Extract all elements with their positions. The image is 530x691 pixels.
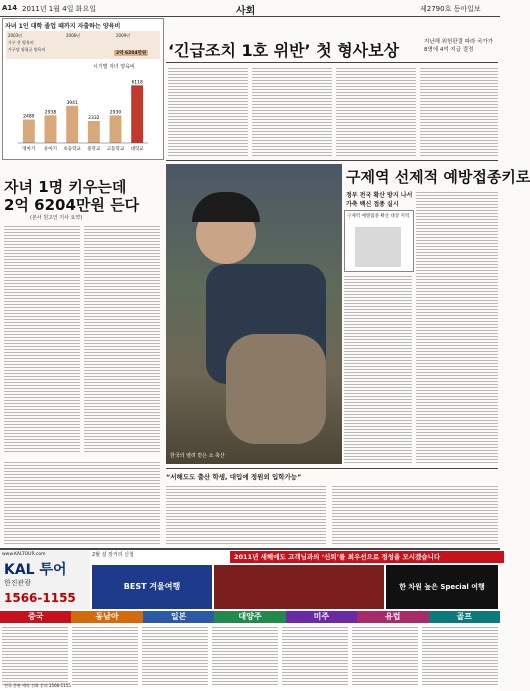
chart-category-label: 중학교: [87, 147, 101, 152]
table-row: 가구 총 양육비: [8, 40, 34, 45]
ad-tab[interactable]: 유럽: [357, 611, 428, 623]
article3-sub2: 가축 백신 접종 실시: [346, 201, 399, 208]
photo-ground: [226, 334, 326, 444]
inline-map: [355, 227, 401, 267]
article1-body-col4: [420, 66, 498, 156]
chart-bar: [45, 115, 57, 143]
article1-body-col1: [168, 66, 248, 156]
chart-data-label: 2489: [23, 114, 35, 120]
article3-headline: 구제역 선제적 예방접종키로: [346, 168, 530, 186]
chart-bar: [131, 85, 143, 143]
chart-table: [6, 31, 160, 59]
ad-tab-bar: [0, 611, 500, 623]
chart-category-label: 대학교: [130, 147, 144, 152]
article1-sub: 지난해 위헌판결 따라 국가가 8명에 4억 지급 결정: [424, 39, 494, 53]
paper-name: 제2790호 동아일보: [420, 5, 481, 13]
ad-listing: [2, 625, 68, 687]
ad-tab[interactable]: 동남아: [71, 611, 142, 623]
article1-headline: ‘긴급조치 1호 위반’ 첫 형사보상: [168, 41, 400, 60]
chart-bar: [66, 106, 78, 143]
article2-body-col2: [84, 224, 160, 454]
bottom-body-col1: [166, 484, 326, 544]
article2-sub: (본사 원고인 기사 요약): [30, 215, 83, 221]
chart-small-title: 시기별 자녀 양육비: [93, 64, 135, 70]
divider: [166, 62, 498, 63]
divider: [166, 160, 498, 161]
chart-category-label: 초등학교: [63, 147, 81, 152]
photo-hat: [192, 192, 260, 222]
article1-body-col3: [336, 66, 416, 156]
advertisement: [0, 551, 500, 691]
ad-brand: KAL 투어: [4, 562, 67, 578]
page-header: [0, 0, 500, 17]
table-header-cell: 2009년: [116, 33, 131, 38]
chart-bar: [23, 120, 35, 143]
news-photo: [166, 164, 342, 464]
chart-category-label: 고등학교: [106, 147, 125, 152]
table-row: 가구당 월평균 양육비: [8, 47, 46, 52]
article2-body-bottom: [4, 460, 160, 544]
inline-map-title: 구제역 예방접종 확산 대상 지역: [347, 214, 410, 219]
ad-tab[interactable]: 미주: [286, 611, 357, 623]
article2-headline-line2: 2억 6204만원 든다: [4, 196, 140, 214]
chart-data-label: 2332: [88, 116, 100, 122]
ad-phone[interactable]: 1566-1155: [4, 591, 76, 605]
divider: [166, 468, 498, 469]
article3-body-col2: [416, 190, 498, 464]
table-header-cell: 2003년: [8, 33, 23, 38]
ad-sub: 한진관광: [4, 579, 32, 587]
ad-red-banner: 2011년 새해에도 고객님과의 ‘신뢰’를 최우선으로 정성을 모시겠습니다: [230, 551, 504, 563]
table-header-cell: 2006년: [66, 33, 81, 38]
ad-listing: [142, 625, 208, 687]
page-date: 2011년 1월 4일 화요일: [22, 5, 96, 13]
ad-tab[interactable]: 중국: [0, 611, 71, 623]
chart-title: 자녀 1인 대학 졸업 때까지 자출하는 양육비: [5, 23, 121, 30]
ad-listing: [422, 625, 498, 687]
ad-tab[interactable]: 대양주: [214, 611, 285, 623]
ad-tab[interactable]: 일본: [143, 611, 214, 623]
article3-body-col1: [344, 274, 412, 464]
inline-map-box: [344, 210, 414, 272]
ad-listing: [72, 625, 138, 687]
ad-special-box: 한 차원 높은 Special 여행: [386, 565, 498, 609]
article2-headline-line1: 자녀 1명 키우는데: [4, 178, 127, 196]
article1-body-col2: [252, 66, 332, 156]
ad-best-box: BEST 겨울여행: [92, 565, 212, 609]
chart-data-label: 2938: [44, 110, 57, 116]
article3-sub1: 정부 전국 확산 방지 나서: [346, 192, 413, 199]
section-title: 사회: [236, 6, 256, 17]
chart-box: [2, 18, 164, 160]
chart-bar: [110, 115, 122, 143]
ad-listing: [282, 625, 348, 687]
ad-listing: [352, 625, 418, 687]
ad-divider: [0, 548, 500, 550]
ad-promo-box: [214, 565, 384, 609]
bottom-body-col2: [332, 484, 498, 544]
ad-left-panel: [0, 551, 90, 609]
chart-category-label: 유아기: [43, 147, 58, 152]
ad-footer-note: 전국 총판 예약 전화 문의 1566-1155: [4, 683, 71, 688]
table-highlight: 2억 6204만원: [116, 51, 147, 56]
chart-data-label: 2930: [109, 110, 122, 116]
chart-category-label: 영아기: [22, 147, 36, 152]
ad-banner-left: 2월 설 장거리 신청: [92, 552, 134, 558]
ad-tab[interactable]: 골프: [429, 611, 500, 623]
bottom-quote: “서해도도 출산 학생, 대입에 정원외 입학가능”: [166, 473, 302, 481]
chart-data-label: 6118: [131, 80, 143, 86]
page-number: A14: [2, 4, 18, 12]
photo-caption: 한국의 염려 받은 소 축산: [170, 453, 225, 459]
chart-bar: [88, 121, 100, 143]
ad-url[interactable]: www.KALTOUR.com: [2, 552, 46, 557]
ad-listing: [212, 625, 278, 687]
bar-chart: [6, 69, 160, 155]
article2-body-col1: [4, 224, 80, 454]
chart-data-label: 3941: [66, 100, 78, 106]
